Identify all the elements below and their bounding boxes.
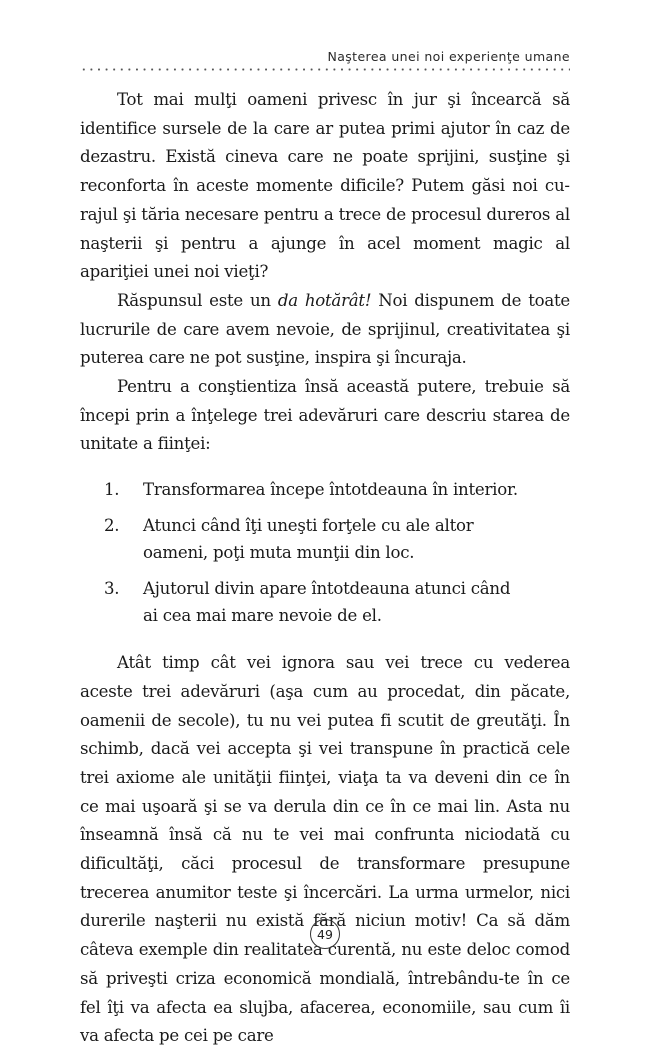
paragraph-1: Tot mai mulţi oameni privesc în jur şi încearcă să identifice sursele de la care ar putea primi ajutor în caz de dezastru. Există cineva care ne poate sprijini, susţine şi reconforta în aceste momente dificile? Putem găsi noi curajul şi tăria necesare pentru a trece de procesul dureros al naşterii şi pentru a ajunge în acel moment magic al apariţiei unei noi vieţi? [80,90,570,282]
truths-list [80,476,570,629]
running-head-title: Naşterea unei noi experienţe umane [327,49,570,64]
list-item-number: 1. [104,480,120,500]
book-page [80,0,570,1046]
paragraph-2-emphasis: da hotărât! [277,290,372,310]
list-item-number: 3. [104,579,120,599]
list-item-text: Ajutorul divin apare întotdeauna atunci când ai cea mai mare nevoie de el. [143,579,511,626]
list-item-number: 2. [104,516,120,536]
list-item [104,512,523,566]
list-item-text: Atunci când îţi uneşti forţele cu ale altor oameni, poţi muta munţii din loc. [143,516,474,563]
paragraph-2-lead: Răspunsul este un [117,290,278,310]
paragraph-4: Atât timp cât vei ignora sau vei trece cu vederea aceste trei adevăruri (aşa cum au procedat, din păcate, oamenii de secole), tu nu vei putea fi scutit de greutăţi. În schimb, dacă vei accepta şi vei transpune în practică cele trei axiome ale unităţii fiinţei, viaţa ta va deveni din ce în ce mai uşoară şi se va derula din ce în ce mai lin. Asta nu înseamnă însă că nu te vei mai confrunta niciodată cu dificultăţi, căci procesul de transformare presupune trecerea anumitor teste şi încercări. La urma urmelor, nici durerile naşterii nu există fără niciun motiv! Ca să dăm câteva exemple din realitatea curentă, nu este deloc comod să priveşti criza economică mondială, întrebându-te în ce fel îţi va afecta ea slujba, afacerea, economiile, sau cum îi va afecta pe cei pe care [80,653,570,1046]
body-text [80,86,570,1051]
dotted-rule-divider [80,68,570,71]
paragraph-2-rest: Noi dispunem de toate lucrurile de care avem nevoie, de sprijinul, creativitatea şi puterea care ne pot susţine, inspira şi încuraja. [80,290,570,368]
page-number-badge: 49 [310,919,340,949]
paragraph-2 [80,287,570,373]
list-item [104,476,523,503]
list-item [104,575,523,629]
list-item-text: Transformarea începe întotdeauna în interior. [143,480,518,500]
paragraph-3: Pentru a conştientiza însă această putere, trebuie să începi prin a înţelege trei adevăruri care descriu starea de unitate a fiinţei: [80,377,570,454]
